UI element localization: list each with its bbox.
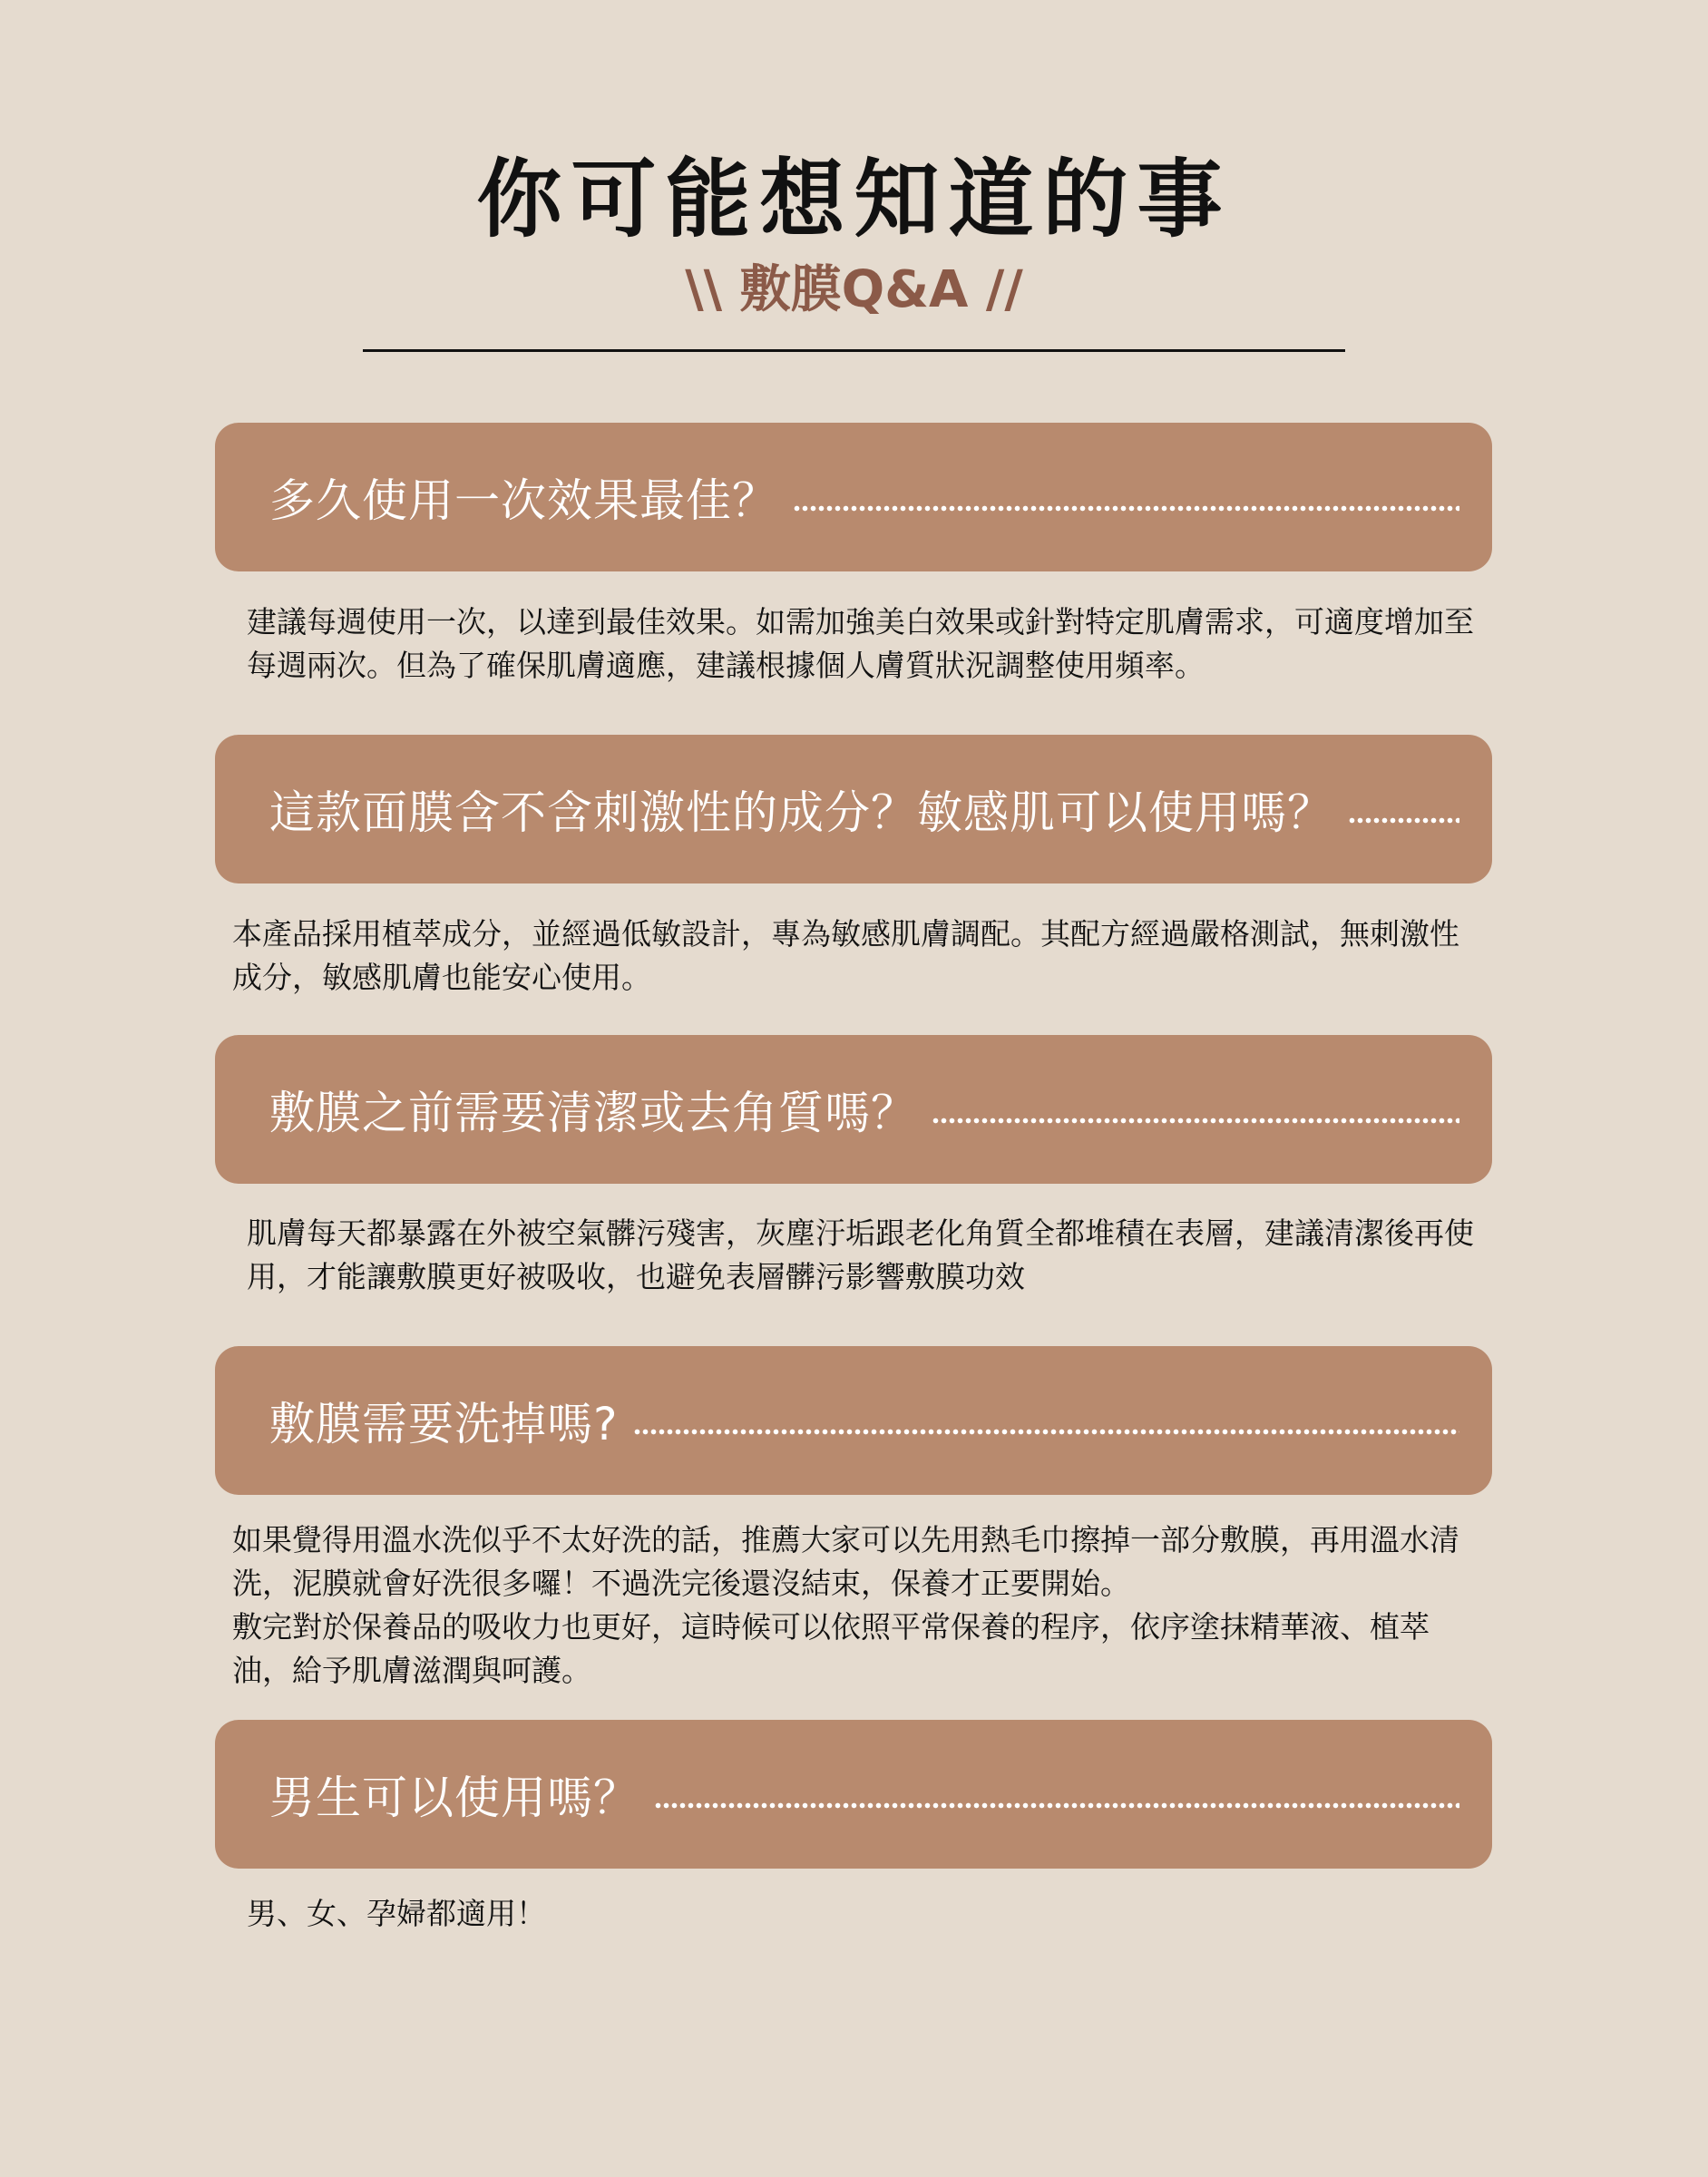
- title-divider: [363, 349, 1345, 352]
- faq-answer-1: [247, 600, 1498, 688]
- dotted-leader: [1348, 808, 1459, 832]
- faq-question-2: 這款面膜含不含刺激性的成分？敏感肌可以使用嗎？: [269, 786, 1333, 839]
- page-subtitle: \\ 敷膜Q&A //: [685, 260, 1023, 319]
- faq-question-box-5: [215, 1720, 1492, 1869]
- faq-answer-4: [232, 1518, 1475, 1693]
- faq-question-1: 多久使用一次效果最佳？: [269, 474, 778, 527]
- dotted-leader: [654, 1793, 1459, 1817]
- faq-answer-2-paragraph-1: 本產品採用植萃成分，並經過低敏設計，專為敏感肌膚調配。其配方經過嚴格測試，無刺激性成分，敏感肌膚也能安心使用。: [232, 916, 1459, 995]
- dotted-leader: [932, 1108, 1459, 1132]
- faq-answer-3-paragraph-1: 肌膚每天都暴露在外被空氣髒污殘害，灰塵汙垢跟老化角質全都堆積在表層，建議清潔後再使用，才能讓敷膜更好被吸收，也避免表層髒污影響敷膜功效: [247, 1215, 1474, 1294]
- dotted-leader: [633, 1420, 1459, 1443]
- faq-question-box-4: [215, 1346, 1492, 1495]
- faq-question-box-1: [215, 423, 1492, 571]
- faq-question-3: 敷膜之前需要清潔或去角質嗎？: [269, 1087, 917, 1139]
- faq-question-5: 男生可以使用嗎？: [269, 1772, 639, 1824]
- faq-answer-4-paragraph-1: 如果覺得用溫水洗似乎不太好洗的話，推薦大家可以先用熱毛巾擦掉一部分敷膜，再用溫水清洗，泥膜就會好洗很多囉！不過洗完後還沒結束，保養才正要開始。: [232, 1522, 1459, 1601]
- faq-question-4: 敷膜需要洗掉嗎?: [269, 1398, 619, 1450]
- dotted-leader: [793, 496, 1459, 520]
- faq-question-box-2: [215, 735, 1492, 883]
- faq-answer-1-paragraph-1: 建議每週使用一次，以達到最佳效果。如需加強美白效果或針對特定肌膚需求，可適度增加至每週兩次。但為了確保肌膚適應，建議根據個人膚質狀況調整使用頻率。: [247, 604, 1474, 683]
- faq-answer-4-paragraph-2: 敷完對於保養品的吸收力也更好，這時候可以依照平常保養的程序，依序塗抹精華液、植萃油，給予肌膚滋潤與呵護。: [232, 1609, 1430, 1688]
- page-title: 你可能想知道的事: [476, 150, 1232, 249]
- faq-answer-5-paragraph-1: 男、女、孕婦都適用！: [247, 1896, 546, 1931]
- faq-answer-5: [247, 1892, 1498, 1936]
- faq-answer-3: [247, 1212, 1498, 1299]
- faq-answer-2: [232, 913, 1475, 1000]
- faq-question-box-3: [215, 1035, 1492, 1184]
